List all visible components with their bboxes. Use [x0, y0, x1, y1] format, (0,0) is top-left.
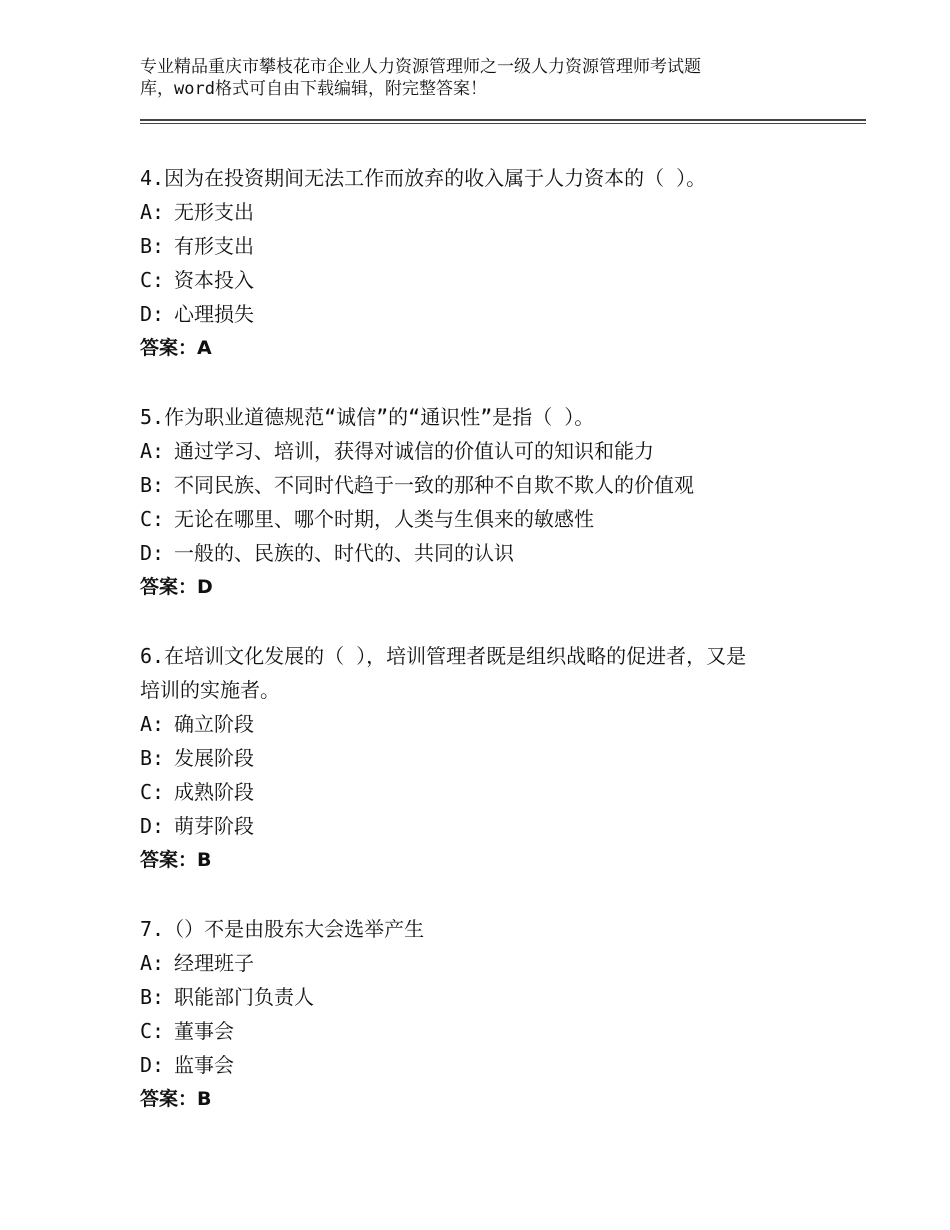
option-text: 发展阶段 [174, 746, 254, 770]
header-title-line-1: 专业精品重庆市攀枝花市企业人力资源管理师之一级人力资源管理师考试题 [140, 57, 701, 77]
option-d [140, 297, 860, 331]
question-stem: 7.（）不是由股东大会选举产生 [140, 917, 425, 941]
option-letter: C: [140, 780, 165, 804]
option-c [140, 263, 860, 297]
option-d [140, 809, 860, 843]
option-letter: B: [140, 985, 165, 1009]
header-divider-thin [140, 123, 866, 124]
question-stem: 6.在培训文化发展的（ ），培训管理者既是组织战略的促进者，又是 [140, 644, 747, 668]
option-text: 萌芽阶段 [174, 814, 254, 838]
answer-line: 答案：B [140, 1088, 212, 1110]
answer-line: 答案：B [140, 849, 212, 871]
option-letter: D: [140, 302, 165, 326]
option-a [140, 195, 860, 229]
answer-line: 答案：D [140, 576, 213, 598]
answer-line: 答案：A [140, 337, 212, 359]
option-a [140, 434, 860, 468]
option-letter: A: [140, 951, 165, 975]
option-text: 资本投入 [174, 268, 254, 292]
option-letter: B: [140, 746, 165, 770]
question-block [140, 161, 860, 365]
option-letter: C: [140, 1019, 165, 1043]
option-b [140, 980, 860, 1014]
option-letter: D: [140, 1053, 165, 1077]
option-text: 不同民族、不同时代趋于一致的那种不自欺不欺人的价值观 [174, 473, 694, 497]
option-letter: A: [140, 712, 165, 736]
option-letter: A: [140, 200, 165, 224]
option-text: 监事会 [174, 1053, 234, 1077]
option-text: 确立阶段 [174, 712, 254, 736]
option-a [140, 707, 860, 741]
question-stem-continued: 培训的实施者。 [140, 678, 280, 702]
option-text: 心理损失 [174, 302, 254, 326]
header-title-line-2: 库，word格式可自由下载编辑，附完整答案！ [140, 79, 487, 99]
option-text: 董事会 [174, 1019, 234, 1043]
option-letter: C: [140, 507, 165, 531]
option-b [140, 468, 860, 502]
question-block [140, 400, 860, 604]
option-a [140, 946, 860, 980]
option-d [140, 536, 860, 570]
option-letter: D: [140, 814, 165, 838]
option-letter: B: [140, 473, 165, 497]
question-stem: 4.因为在投资期间无法工作而放弃的收入属于人力资本的（ ）。 [140, 166, 707, 190]
option-b [140, 229, 860, 263]
option-text: 职能部门负责人 [174, 985, 314, 1009]
option-text: 经理班子 [174, 951, 254, 975]
option-letter: A: [140, 439, 165, 463]
option-text: 通过学习、培训，获得对诚信的价值认可的知识和能力 [174, 439, 654, 463]
document-header [140, 56, 820, 100]
question-block [140, 912, 860, 1116]
option-c [140, 775, 860, 809]
option-text: 无论在哪里、哪个时期，人类与生俱来的敏感性 [174, 507, 594, 531]
option-text: 成熟阶段 [174, 780, 254, 804]
option-letter: B: [140, 234, 165, 258]
option-c [140, 502, 860, 536]
option-text: 无形支出 [174, 200, 254, 224]
option-d [140, 1048, 860, 1082]
option-text: 有形支出 [174, 234, 254, 258]
option-b [140, 741, 860, 775]
header-divider [140, 119, 866, 121]
option-c [140, 1014, 860, 1048]
question-block [140, 639, 860, 877]
option-letter: D: [140, 541, 165, 565]
option-text: 一般的、民族的、时代的、共同的认识 [174, 541, 514, 565]
question-stem: 5.作为职业道德规范“诚信”的“通识性”是指（ ）。 [140, 405, 595, 429]
option-letter: C: [140, 268, 165, 292]
